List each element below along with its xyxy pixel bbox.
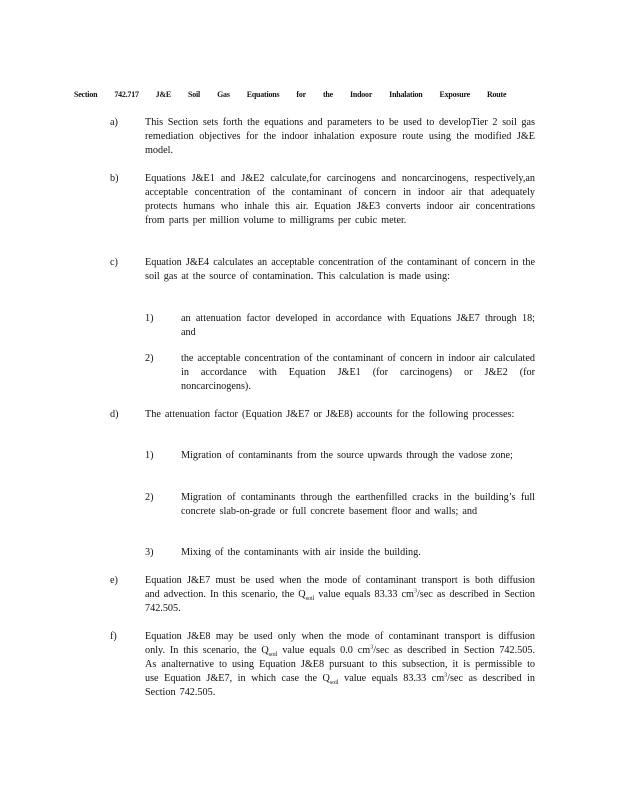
subsection-label: a) [110, 117, 118, 128]
subsection-c [110, 256, 535, 284]
subsection-text: The attenuation factor (Equation J&E7 or J&E8) accounts for the following processes: [145, 409, 515, 420]
superscript: 3 [413, 588, 417, 595]
heading-word: Route [487, 89, 507, 99]
subsection-label: d) [110, 409, 119, 420]
heading-word: Exposure [439, 89, 470, 99]
subsection-f [110, 630, 535, 700]
subitem-label: 2) [145, 353, 154, 364]
subitem-label: 3) [145, 547, 154, 558]
subsection-text [145, 574, 535, 616]
subitem-text: the acceptable concentration of the contaminant of concern in indoor air calculated in accordance with Equation J&E1 (for carcinogens) or J&E2 (for noncarcinogens). [181, 353, 535, 392]
subsection-d-3 [145, 546, 535, 560]
subitem-text: Migration of contaminants from the source upwards through the vadose zone; [181, 450, 513, 461]
subsection-label: c) [110, 257, 118, 268]
heading-word: the [322, 89, 333, 99]
subitem-label: 1) [145, 313, 154, 324]
text-run: value equals 83.33 cm [338, 673, 445, 684]
subscript: soil [268, 652, 278, 659]
subitem-label: 2) [145, 492, 154, 503]
subsection-a [110, 116, 535, 158]
heading-word: J&E [155, 89, 172, 99]
superscript: 3 [370, 644, 374, 651]
subscript: soil [329, 680, 339, 687]
text-run: /sec as described in Section 742.505. [145, 589, 535, 614]
heading-word: 742.717 [114, 89, 139, 99]
heading-word: Section [74, 89, 98, 99]
subitem-text: Migration of contaminants through the earthenfilled cracks in the building’s full concrete slab-on-grade or full concrete basement floor and walls; and [181, 492, 535, 517]
text-run: value equals 0.0 cm [277, 645, 371, 656]
subitem-text: Mixing of the contaminants with air inside the building. [181, 547, 421, 558]
text-run: Equation J&E8 may be used only when the mode of contaminant transport is diffusion only. In this scenario, the Q [145, 631, 535, 656]
subsection-d [110, 408, 535, 422]
subsection-label: e) [110, 575, 118, 586]
heading-word: Soil [188, 89, 201, 99]
subsection-text: Equations J&E1 and J&E2 calculate,for carcinogens and noncarcinogens, respectively,an acceptable concentration of the contaminant of concern in indoor air that adequately protects humans who inhale this air. Equation J&E3 converts indoor air concentrations from parts per million volume to milligrams per cubic meter. [145, 173, 535, 226]
subitem-text: an attenuation factor developed in accordance with Equations J&E7 through 18; and [181, 313, 535, 338]
subsection-e [110, 574, 535, 616]
text-run: Equation J&E7 must be used when the mode of contaminant transport is both diffusion and advection. In this scenario, the Q [145, 575, 535, 600]
heading-word: Gas [217, 89, 230, 99]
section-heading [74, 89, 506, 99]
superscript: 3 [444, 672, 448, 679]
subsection-b [110, 172, 535, 228]
subitem-label: 1) [145, 450, 154, 461]
subsection-text: Equation J&E4 calculates an acceptable concentration of the contaminant of concern in the soil gas at the source of contamination. This calculation is made using: [145, 257, 535, 282]
heading-word: Indoor [349, 89, 373, 99]
subsection-d-2 [145, 491, 535, 519]
text-run: /sec as described in Section 742.505. As analternative to using Equation J&E8 pursuant to this subsection, it is permissible to use Equation J&E7, in which case the Q [145, 645, 535, 684]
subsection-c-2 [145, 352, 535, 394]
heading-word: for [296, 89, 306, 99]
subsection-c-1 [145, 312, 535, 340]
heading-word: Equations [246, 89, 280, 99]
subsection-text: This Section sets forth the equations and parameters to be used to developTier 2 soil gas remediation objectives for the indoor inhalation exposure route using the modified J&E model. [145, 117, 535, 156]
subsection-text [145, 630, 535, 700]
text-run: /sec as described in Section 742.505. [145, 673, 535, 698]
subsection-d-1 [145, 449, 535, 463]
subsection-label: b) [110, 173, 119, 184]
subsection-label: f) [110, 631, 117, 642]
heading-word: Inhalation [389, 89, 423, 99]
text-run: value equals 83.33 cm [314, 589, 414, 600]
subscript: soil [305, 596, 315, 603]
